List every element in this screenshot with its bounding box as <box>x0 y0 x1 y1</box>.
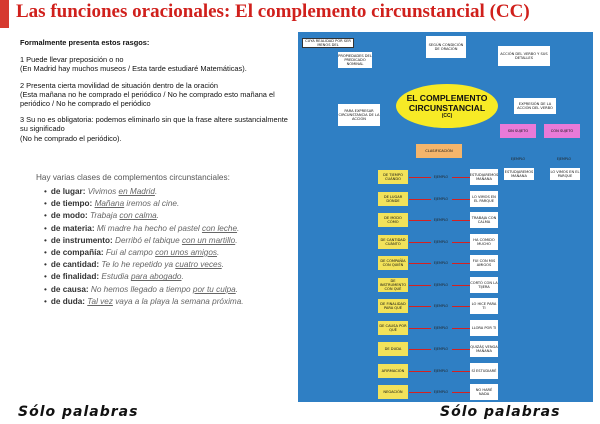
bullet-icon: • <box>44 284 47 294</box>
map-arrow <box>409 177 431 178</box>
map-node-top-3: SEGÚN CONDICIÓN DE ORACIÓN <box>426 36 466 58</box>
map-node-sin-sujeto: SIN SUJETO <box>500 124 536 138</box>
bullet-icon: • <box>44 187 47 196</box>
types-list-item <box>44 223 286 235</box>
type-example-post: . <box>235 284 238 294</box>
map-category-node: DE CAUSA POR QUÉ <box>378 321 408 335</box>
type-example-pre: Te lo he repetido ya <box>99 260 176 270</box>
type-example-cc: con un martillo <box>181 235 236 245</box>
type-example-cc: Tal vez <box>87 296 113 306</box>
map-arrow <box>409 285 431 286</box>
type-label: de compañía: <box>50 247 104 257</box>
map-arrow <box>452 371 470 372</box>
types-list-item <box>44 259 286 271</box>
type-example-cc: Mañana <box>94 199 125 209</box>
map-arrow <box>452 220 470 221</box>
map-arrow <box>452 306 470 307</box>
type-example-post: . <box>156 211 160 221</box>
intro-point-3-example: (No he comprado el periódico). <box>20 133 122 143</box>
intro-point-1-example: (En Madrid hay muchos museos / Esta tarde estudiaré Matemáticas). <box>20 64 247 74</box>
logo-right: Sólo palabras <box>440 404 561 420</box>
bullet-icon: • <box>44 235 47 245</box>
map-category-node: DE CANTIDAD CUÁNTO <box>378 235 408 249</box>
map-category-node: DE INSTRUMENTO CON QUÉ <box>379 278 407 291</box>
type-example-post: . <box>154 187 158 196</box>
map-arrow <box>452 285 470 286</box>
type-example-pre: Vivimos <box>85 187 119 196</box>
map-center-line1: EL COMPLEMENTO <box>406 93 488 103</box>
map-arrow <box>409 392 431 393</box>
type-example-pre: Estudia <box>99 272 131 282</box>
type-label: de materia: <box>50 223 95 233</box>
type-label: de lugar: <box>50 187 86 196</box>
type-example-cc: por tu culpa <box>192 284 236 294</box>
map-node-left: PARA EXPRESAR CIRCUNSTANCIA DE LA ACCIÓN <box>338 104 380 126</box>
map-example-label: EJEMPLO <box>433 282 449 287</box>
intro-text <box>20 38 292 150</box>
map-arrow <box>409 220 431 221</box>
type-label: de causa: <box>50 284 89 294</box>
map-arrow <box>409 199 431 200</box>
type-example-pre: Derribó el tabique <box>112 235 182 245</box>
map-example-node: LO HICE PARA TI <box>470 298 498 314</box>
map-arrow <box>409 263 431 264</box>
map-arrow <box>452 328 470 329</box>
type-label: de instrumento: <box>50 235 113 245</box>
type-example-post: . <box>216 247 220 257</box>
type-label: de modo: <box>50 211 88 221</box>
type-example-post: . <box>237 223 240 233</box>
map-center-node <box>396 84 498 128</box>
bullet-icon: • <box>44 272 47 282</box>
intro-point-2-example: (Esta mañana no he comprado el periódico / No he comprado esto mañana el periódico / No he comprado el periódico <box>20 89 275 109</box>
map-category-node: NEGACIÓN <box>378 385 408 399</box>
map-node-con-sujeto: CON SUJETO <box>544 124 580 138</box>
map-example-label: EJEMPLO <box>433 347 449 351</box>
map-example-node: TRABAJA CON CALMA <box>470 212 498 228</box>
types-section <box>36 173 286 308</box>
map-example-label: EJEMPLO <box>433 325 449 330</box>
map-example-node: FUI CON MIS AMIGOS <box>470 255 498 271</box>
map-example-node: QUIZÁS VENGA MAÑANA <box>470 341 498 357</box>
intro-point-2-title: 2 Presenta cierta movilidad de situación dentro de la oración <box>20 80 219 90</box>
map-node-right: EXPRESIÓN DE LA ACCIÓN DEL VERBO <box>514 98 556 114</box>
bullet-icon: • <box>44 223 47 233</box>
logo-left: Sólo palabras <box>18 404 139 420</box>
map-arrow <box>452 392 470 393</box>
types-list-item <box>44 284 286 296</box>
map-category-node: DE MODO CÓMO <box>378 213 408 227</box>
map-arrow <box>452 177 470 178</box>
type-example-pre: Trabaja <box>87 211 120 221</box>
map-example-label: EJEMPLO <box>433 175 449 179</box>
map-center-line2: CIRCUNSTANCIAL <box>408 103 486 113</box>
bullet-icon: • <box>44 211 47 221</box>
type-example-post: . <box>181 272 184 282</box>
type-example-cc: cuatro veces <box>175 260 222 270</box>
map-category-node: DE COMPAÑÍA CON QUIÉN <box>378 256 408 270</box>
type-example-cc: con leche <box>201 223 238 233</box>
types-list-item <box>44 296 286 308</box>
map-example-label: EJEMPLO <box>433 304 449 308</box>
map-example-label: EJEMPLO <box>433 390 449 394</box>
type-example-cc: para abogado <box>130 272 182 282</box>
types-list-item <box>44 186 286 198</box>
intro-point-3-title: 3 Su no es obligatoria: podemos eliminarlo sin que la frase altere sustancialmente su significado <box>20 115 288 134</box>
type-example-post: . <box>235 235 238 245</box>
types-header: Hay varias clases de complementos circunstanciales: <box>36 173 230 182</box>
types-list-item <box>44 198 286 210</box>
map-example-node: SÍ ESTUDIARÉ <box>470 363 498 379</box>
type-label: de duda: <box>50 296 85 306</box>
types-list-item <box>44 271 286 283</box>
map-example-label: EJEMPLO <box>433 368 449 373</box>
map-arrow <box>452 199 470 200</box>
map-node-top-1: CUYA REALIDAD POR SER MENOS DEL <box>302 38 354 48</box>
intro-point-1 <box>20 55 292 73</box>
concept-map <box>298 32 593 402</box>
bullet-icon: • <box>44 247 47 257</box>
map-example-node: LO VIMOS EN EL PARQUE <box>470 191 498 207</box>
map-node-top-2: PROPIEDADES DEL PREDICADO NOMINAL <box>338 54 372 66</box>
map-example-node: ESTUDIAREMOS MAÑANA <box>470 169 498 185</box>
bullet-icon: • <box>44 199 47 209</box>
map-arrow <box>409 371 431 372</box>
map-arrow <box>452 349 470 350</box>
bullet-icon: • <box>44 296 47 306</box>
map-pink-example-box-2: LO VIMOS EN EL PARQUE <box>550 170 580 178</box>
map-node-clasificacion: CLASIFICACIÓN <box>416 144 462 158</box>
types-list-item <box>44 235 286 247</box>
type-example-pre: Mi madre ha hecho el pastel <box>94 223 202 233</box>
map-arrow <box>409 242 431 243</box>
map-arrow <box>409 349 431 350</box>
map-example-node: CORTÓ CON LA TIJERA <box>470 277 498 293</box>
map-example-label: EJEMPLO <box>433 239 449 244</box>
intro-point-3 <box>20 115 292 143</box>
map-category-node: DE FINALIDAD PARA QUÉ <box>378 299 408 313</box>
map-example-label: EJEMPLO <box>433 261 449 265</box>
type-label: de tiempo: <box>50 199 93 209</box>
type-example-cc: en Madrid <box>118 187 155 196</box>
type-example-post: . <box>221 260 224 270</box>
map-node-top-4: ACCIÓN DEL VERBO Y SUS DETALLES <box>498 46 550 66</box>
map-arrow <box>452 242 470 243</box>
type-example-cc: con calma <box>119 211 157 221</box>
type-example-pre: No hemos llegado a tiempo <box>88 284 193 294</box>
page-title: Las funciones oracionales: El complemento circunstancial (CC) <box>16 1 530 22</box>
map-example-node: HA COMIDO MUCHO <box>470 234 498 250</box>
map-category-node: DE TIEMPO CUÁNDO <box>378 170 408 184</box>
intro-point-2 <box>20 81 292 109</box>
type-label: de finalidad: <box>50 272 100 282</box>
map-arrow <box>452 263 470 264</box>
map-example-node: NO HARÉ NADA <box>470 384 498 400</box>
map-arrow <box>409 306 431 307</box>
intro-lead: Formalmente presenta estos rasgos: <box>20 38 150 47</box>
map-example-node: LLORA POR TI <box>470 320 498 336</box>
map-example-label: EJEMPLO <box>433 218 449 222</box>
map-category-node: DE LUGAR DÓNDE <box>378 192 408 206</box>
title-accent-bar <box>0 0 9 28</box>
type-example-post: vaya a la playa la semana próxima. <box>112 296 244 306</box>
map-pink-example-1: EJEMPLO <box>510 157 526 161</box>
type-label: de cantidad: <box>50 260 100 270</box>
intro-point-1-title: 1 Puede llevar preposición o no <box>20 55 124 65</box>
map-example-label: EJEMPLO <box>433 196 449 201</box>
map-category-node: DE DUDA <box>378 342 408 356</box>
map-center-sub: (CC) <box>441 113 453 119</box>
map-category-node: AFIRMACIÓN <box>378 364 408 378</box>
map-pink-example-box-1: ESTUDIAREMOS MAÑANA <box>504 170 534 178</box>
type-example-cc: con unos amigos <box>155 247 217 257</box>
types-list-item <box>44 210 286 222</box>
bullet-icon: • <box>44 260 47 270</box>
type-example-pre: Fui al campo <box>103 247 156 257</box>
types-list-item <box>44 247 286 259</box>
map-pink-example-2: EJEMPLO <box>556 157 572 161</box>
type-example-post: iremos al cine. <box>124 199 180 209</box>
types-list <box>36 186 286 308</box>
map-arrow <box>409 328 431 329</box>
